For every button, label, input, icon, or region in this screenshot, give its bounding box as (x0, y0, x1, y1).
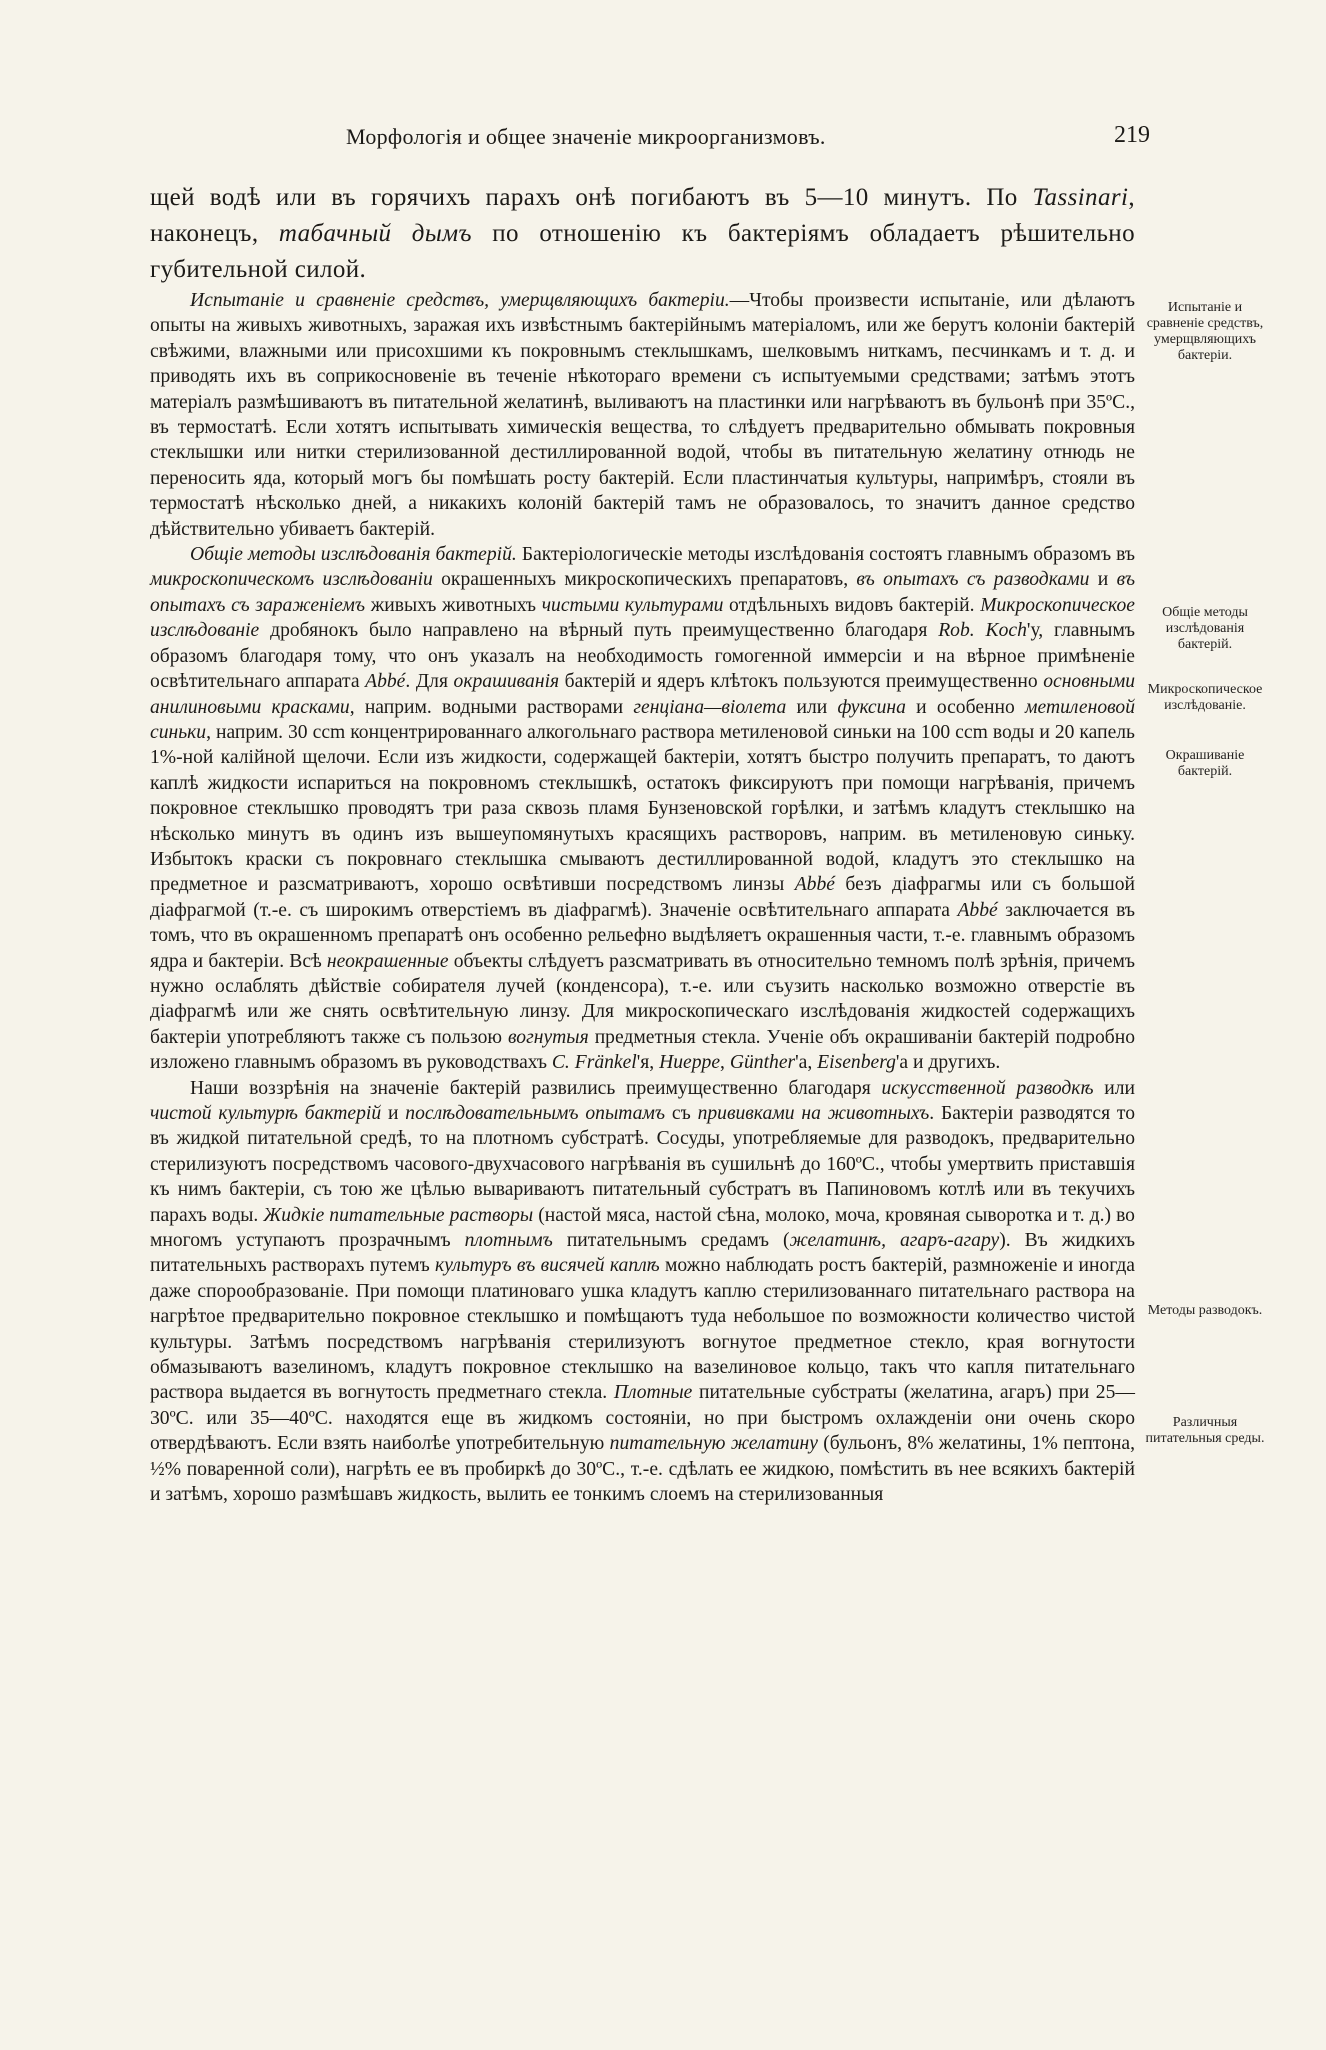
margin-note-microscopy: Микроскопическое изслѣдованіе. (1147, 682, 1263, 713)
paragraph-general-methods: Общіе методы изслѣдованія бактерій. Бактеріологическіе методы изслѣдованія состоятъ главнымъ образомъ въ микроскопическомъ изслѣдованіи окрашенныхъ микроскопическихъ препаратовъ, въ опытахъ съ разводками и въ опытахъ съ зараженіемъ живыхъ животныхъ чистыми культурами отдѣльныхъ видовъ бактерій. Микроскопическое изслѣдованіе дробянокъ было направлено на вѣрный путь преимущественно благодаря Rob. Koch'у, главнымъ образомъ благодаря тому, что онъ указалъ на необходимость гомогенной иммерсіи и на вѣрное примѣненіе освѣтительнаго аппарата Abbé. Для окрашиванія бактерій и ядеръ клѣтокъ пользуются преимущественно основными анилиновыми красками, наприм. водными растворами генціана—віолета или фуксина и особенно метиленовой синьки, наприм. 30 ccm концентрированнаго алкогольнаго раствора метиленовой синьки на 100 ccm воды и 20 капель 1%-ной калійной щелочи. Если изъ жидкости, содержащей бактеріи, хотятъ быстро получить препаратъ, то даютъ каплѣ жидкости испариться на покровномъ стеклышкѣ, остатокъ фиксируютъ при помощи нагрѣванія, причемъ покровное стеклышко проводятъ три раза сквозь пламя Бунзеновской горѣлки, и затѣмъ кладутъ стеклышко на нѣсколько минутъ въ одинъ изъ вышеупомянутыхъ красящихъ растворовъ, наприм. въ метиленовую синьку. Избытокъ краски съ покровнаго стеклышка смываютъ дестиллированной водой, кладутъ это стеклышко на предметное и разсматриваютъ, хорошо освѣтивши посредствомъ линзы Abbé безъ діафрагмы или съ большой діафрагмой (т.-е. съ широкимъ отверстіемъ въ діафрагмѣ). Значеніе освѣтительнаго аппарата Abbé заключается въ томъ, что въ окрашенномъ препаратѣ онъ особенно рельефно выдѣляетъ окрашенныя части, т.-е. главнымъ образомъ ядра и бактеріи. Всѣ неокрашенные объекты слѣдуетъ разсматривать въ относительно темномъ полѣ зрѣнія, причемъ нужно ослаблять дѣйствіе собирателя лучей (конденсора), т.-е. или съузить насколько возможно отверстіе въ діафрагмѣ или же снять освѣтительную линзу. Для микроскопическаго изслѣдованія жидкостей содержащихъ бактеріи употребляютъ также съ пользою вогнутыя предметныя стекла. Ученіе объ окрашиваніи бактерій подробно изложено главнымъ образомъ въ руководствахъ C. Fränkel'я, Hueppe, Günther'а, Eisenberg'а и другихъ. (150, 544, 1136, 1074)
margin-note-testing: Испытаніе и сравненіе средствъ, умерщвляющихъ бактеріи. (1146, 300, 1264, 363)
main-text (150, 180, 1135, 1508)
header-title: Морфологія и общее значеніе микроорганизмовъ. (346, 124, 826, 149)
paragraph-culture-methods: Наши воззрѣнія на значеніе бактерій развились преимущественно благодаря искусственной разводкѣ или чистой культурѣ бактерій и послѣдовательнымъ опытамъ съ прививками на животныхъ. Бактеріи разводятся то въ жидкой питательной средѣ, то на плотномъ субстратѣ. Сосуды, употребляемые для разводокъ, предварительно стерилизуютъ посредствомъ часового-двухчасового нагрѣванія въ сушильнѣ до 160ºС., чтобы умертвить приставшія къ нимъ бактеріи, съ тою же цѣлью вывариваютъ питательный субстратъ въ Папиновомъ котлѣ или въ текучихъ парахъ воды. Жидкіе питательные растворы (настой мяса, настой сѣна, молоко, моча, кровяная сыворотка и т. д.) во многомъ уступаютъ прозрачнымъ плотнымъ питательнымъ средамъ (желатинѣ, агаръ-агару). Въ жидкихъ питательныхъ растворахъ путемъ культуръ въ висячей каплѣ можно наблюдать ростъ бактерій, размноженіе и иногда даже спорообразованіе. При помощи платиноваго ушка кладутъ каплю стерилизованнаго питательнаго раствора на нагрѣтое предварительно покровное стеклышко и помѣщаютъ туда небольшое по возможности количество чистой культуры. Затѣмъ посредствомъ нагрѣванія стерилизуютъ вогнутое предметное стекло, края вогнутости обмазываютъ вазелиномъ, кладутъ покровное стеклышко на вазелиновое кольцо, такъ что капля питательнаго раствора выдается въ вогнутость предметнаго стекла. Плотные питательные субстраты (желатина, агаръ) при 25—30ºС. или 35—40ºС. находятся еще въ жидкомъ состояніи, но при быстромъ охлажденіи они очень скоро отвердѣваютъ. Если взять наиболѣе употребительную питательную желатину (бульонъ, 8% желатины, 1% пептона, ½% поваренной соли), нагрѣть ее въ пробиркѣ до 30ºС., т.-е. сдѣлать ее жидкою, помѣстить въ нее всякихъ бактерій и затѣмъ, хорошо размѣшавъ жидкость, вылить ее тонкимъ слоемъ на стерилизованныя (150, 1077, 1136, 1506)
margin-note-media: Различныя питательныя среды. (1145, 1415, 1265, 1446)
paragraph-continuation: щей водѣ или въ горячихъ парахъ онѣ погибаютъ въ 5—10 минутъ. По Tassinari, наконецъ, табачный дымъ по отношенію къ бактеріямъ обладаетъ рѣшительно губительной силой. (150, 184, 1135, 283)
margin-note-methods: Общіе методы изслѣдованія бактерій. (1162, 605, 1248, 652)
running-header (150, 118, 1150, 158)
page-number: 219 (1114, 122, 1150, 148)
paragraph-disinfectant-testing: Испытаніе и сравненіе средствъ, умерщвляющихъ бактеріи.—Чтобы произвести испытаніе, или дѣлаютъ опыты на живыхъ животныхъ, заражая ихъ извѣстнымъ бактерійнымъ матеріаломъ, или же берутъ колоніи бактерій свѣжими, влажными или присохшими къ покровнымъ стеклышкамъ, шелковымъ ниткамъ, песчинкамъ и т. д. и приводять ихъ въ соприкосновеніе въ теченіе нѣкотораго времени съ испытуемыми средствами; затѣмъ этотъ матеріалъ размѣшиваютъ въ питательной желатинѣ, выливаютъ на пластинки или нагрѣваютъ въ бульонѣ при 35ºС., въ термостатѣ. Если хотятъ испытывать химическія вещества, то слѣдуетъ предварительно обмывать покровныя стеклышки или нитки стерилизованной дестиллированной водой, чтобы въ питательную желатину отнюдь не переносить яда, который могъ бы помѣшать росту бактерій. Если пластинчатыя культуры, напримѣръ, стояли въ термостатѣ нѣсколько дней, а никакихъ колоній бактерій тамъ не образовалось, то значитъ данное средство дѣйствительно убиваетъ бактерій. (150, 290, 1135, 540)
margin-note-culture: Методы разводокъ. (1147, 1303, 1263, 1318)
margin-note-staining: Окрашиваніе бактерій. (1165, 748, 1245, 779)
